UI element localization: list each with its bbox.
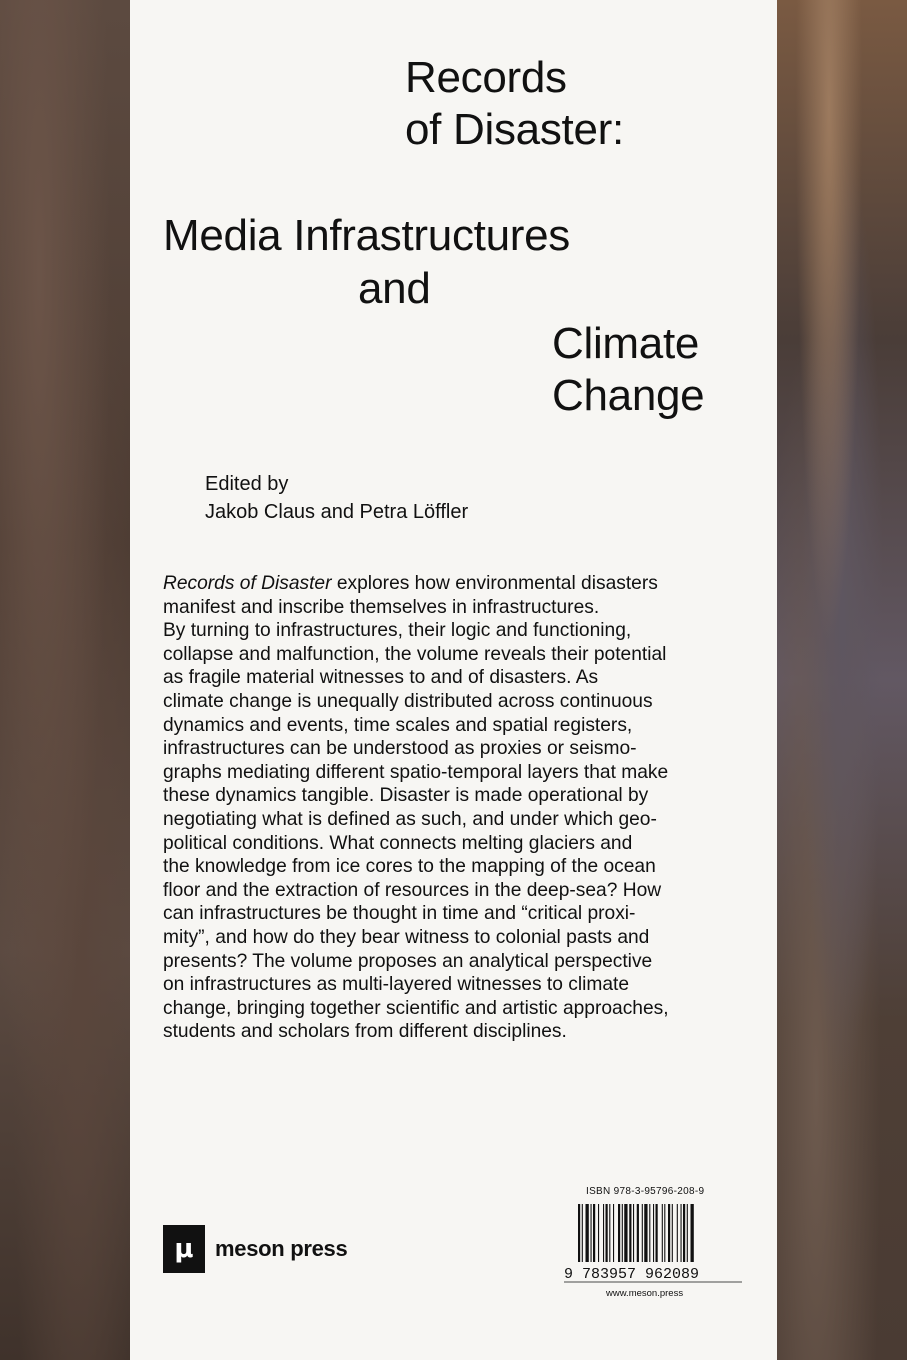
title-line-1: Records — [405, 53, 567, 102]
blurb-line: political conditions. What connects melting glaciers and — [163, 832, 633, 854]
cover-photo-left — [0, 0, 130, 1360]
barcode-bar — [683, 1204, 685, 1262]
title-line-5: Climate — [552, 319, 700, 368]
blurb-line: climate change is unequally distributed across continuous — [163, 690, 653, 712]
blurb-line: Records of Disaster explores how environmental disasters — [163, 573, 658, 594]
edited-by-label: Edited by — [205, 473, 289, 495]
barcode-bar — [593, 1204, 595, 1262]
barcode-bar — [624, 1204, 627, 1262]
barcode-bar — [586, 1204, 589, 1262]
title-line-4: and — [358, 264, 431, 313]
barcode-bar — [582, 1204, 583, 1262]
barcode-bar — [603, 1204, 604, 1262]
barcode-bar — [687, 1204, 688, 1262]
blurb-line: the knowledge from ice cores to the mapping of the ocean — [163, 856, 656, 878]
barcode-bar — [629, 1204, 631, 1262]
barcode-bar — [656, 1204, 658, 1262]
mu-logo-icon: μ — [163, 1225, 205, 1273]
barcode-bar — [642, 1204, 643, 1262]
barcode-bar — [622, 1204, 623, 1262]
barcode-bar — [691, 1204, 694, 1262]
barcode-bar — [644, 1204, 647, 1262]
blurb-line: can infrastructures be thought in time and “critical proxi- — [163, 903, 636, 925]
blurb-line: dynamics and events, time scales and spatial registers, — [163, 714, 633, 736]
blurb-line: these dynamics tangible. Disaster is made operational by — [163, 785, 649, 807]
blurb-line: mity”, and how do they bear witness to colonial pasts and — [163, 926, 650, 948]
title-line-2: of Disaster: — [405, 105, 624, 154]
blurb-text — [163, 572, 753, 1044]
blurb-line: on infrastructures as multi-layered witnesses to climate — [163, 974, 630, 996]
blurb-line: manifest and inscribe themselves in infrastructures. — [163, 596, 600, 618]
barcode-bar — [649, 1204, 650, 1262]
barcode-bar — [606, 1204, 608, 1262]
blurb-line: negotiating what is defined as such, and under which geo- — [163, 808, 657, 830]
barcode-bar — [609, 1204, 610, 1262]
editor-names: Jakob Claus and Petra Löffler — [205, 501, 469, 523]
barcode-bar — [668, 1204, 670, 1262]
barcode-bar — [664, 1204, 665, 1262]
blurb-line: infrastructures can be understood as proxies or seismo- — [163, 738, 637, 760]
barcode-digits: 9 783957 962089 — [564, 1266, 700, 1283]
barcode-bar — [677, 1204, 678, 1262]
blurb-line: as fragile material witnesses to and of disasters. As — [163, 667, 599, 689]
publisher-logo — [163, 1225, 347, 1273]
barcode-bar — [598, 1204, 599, 1262]
barcode-bar — [578, 1204, 580, 1262]
barcode-bar — [672, 1204, 673, 1262]
blurb-line: students and scholars from different disciplines. — [163, 1021, 567, 1043]
barcode-bar — [618, 1204, 620, 1262]
isbn-barcode — [564, 1200, 742, 1284]
barcode-bar — [633, 1204, 634, 1262]
blurb-line: graphs mediating different spatio-temporal layers that make — [163, 761, 669, 783]
title-line-3: Media Infrastructures — [163, 211, 570, 260]
website-url: www.meson.press — [606, 1288, 684, 1299]
publisher-name: meson press — [215, 1236, 348, 1261]
title-line-6: Change — [552, 371, 705, 420]
barcode-bar — [591, 1204, 592, 1262]
barcode-bar — [662, 1204, 663, 1262]
back-cover-panel — [130, 0, 777, 1360]
barcode-bar — [681, 1204, 682, 1262]
blurb-line: By turning to infrastructures, their logic and functioning, — [163, 620, 632, 642]
isbn-label: ISBN 978-3-95796-208-9 — [586, 1186, 705, 1197]
blurb-line: change, bringing together scientific and artistic approaches, — [163, 997, 669, 1019]
barcode-bar — [653, 1204, 654, 1262]
blurb-italic-title: Records of Disaster — [163, 573, 332, 594]
blurb-line: presents? The volume proposes an analytical perspective — [163, 950, 653, 972]
barcode-bar — [637, 1204, 639, 1262]
cover-photo-right — [777, 0, 907, 1360]
blurb-line: floor and the extraction of resources in the deep-sea? How — [163, 879, 662, 901]
blurb-line: collapse and malfunction, the volume reveals their potential — [163, 643, 667, 665]
editors-block — [205, 470, 468, 526]
barcode-bar — [613, 1204, 614, 1262]
